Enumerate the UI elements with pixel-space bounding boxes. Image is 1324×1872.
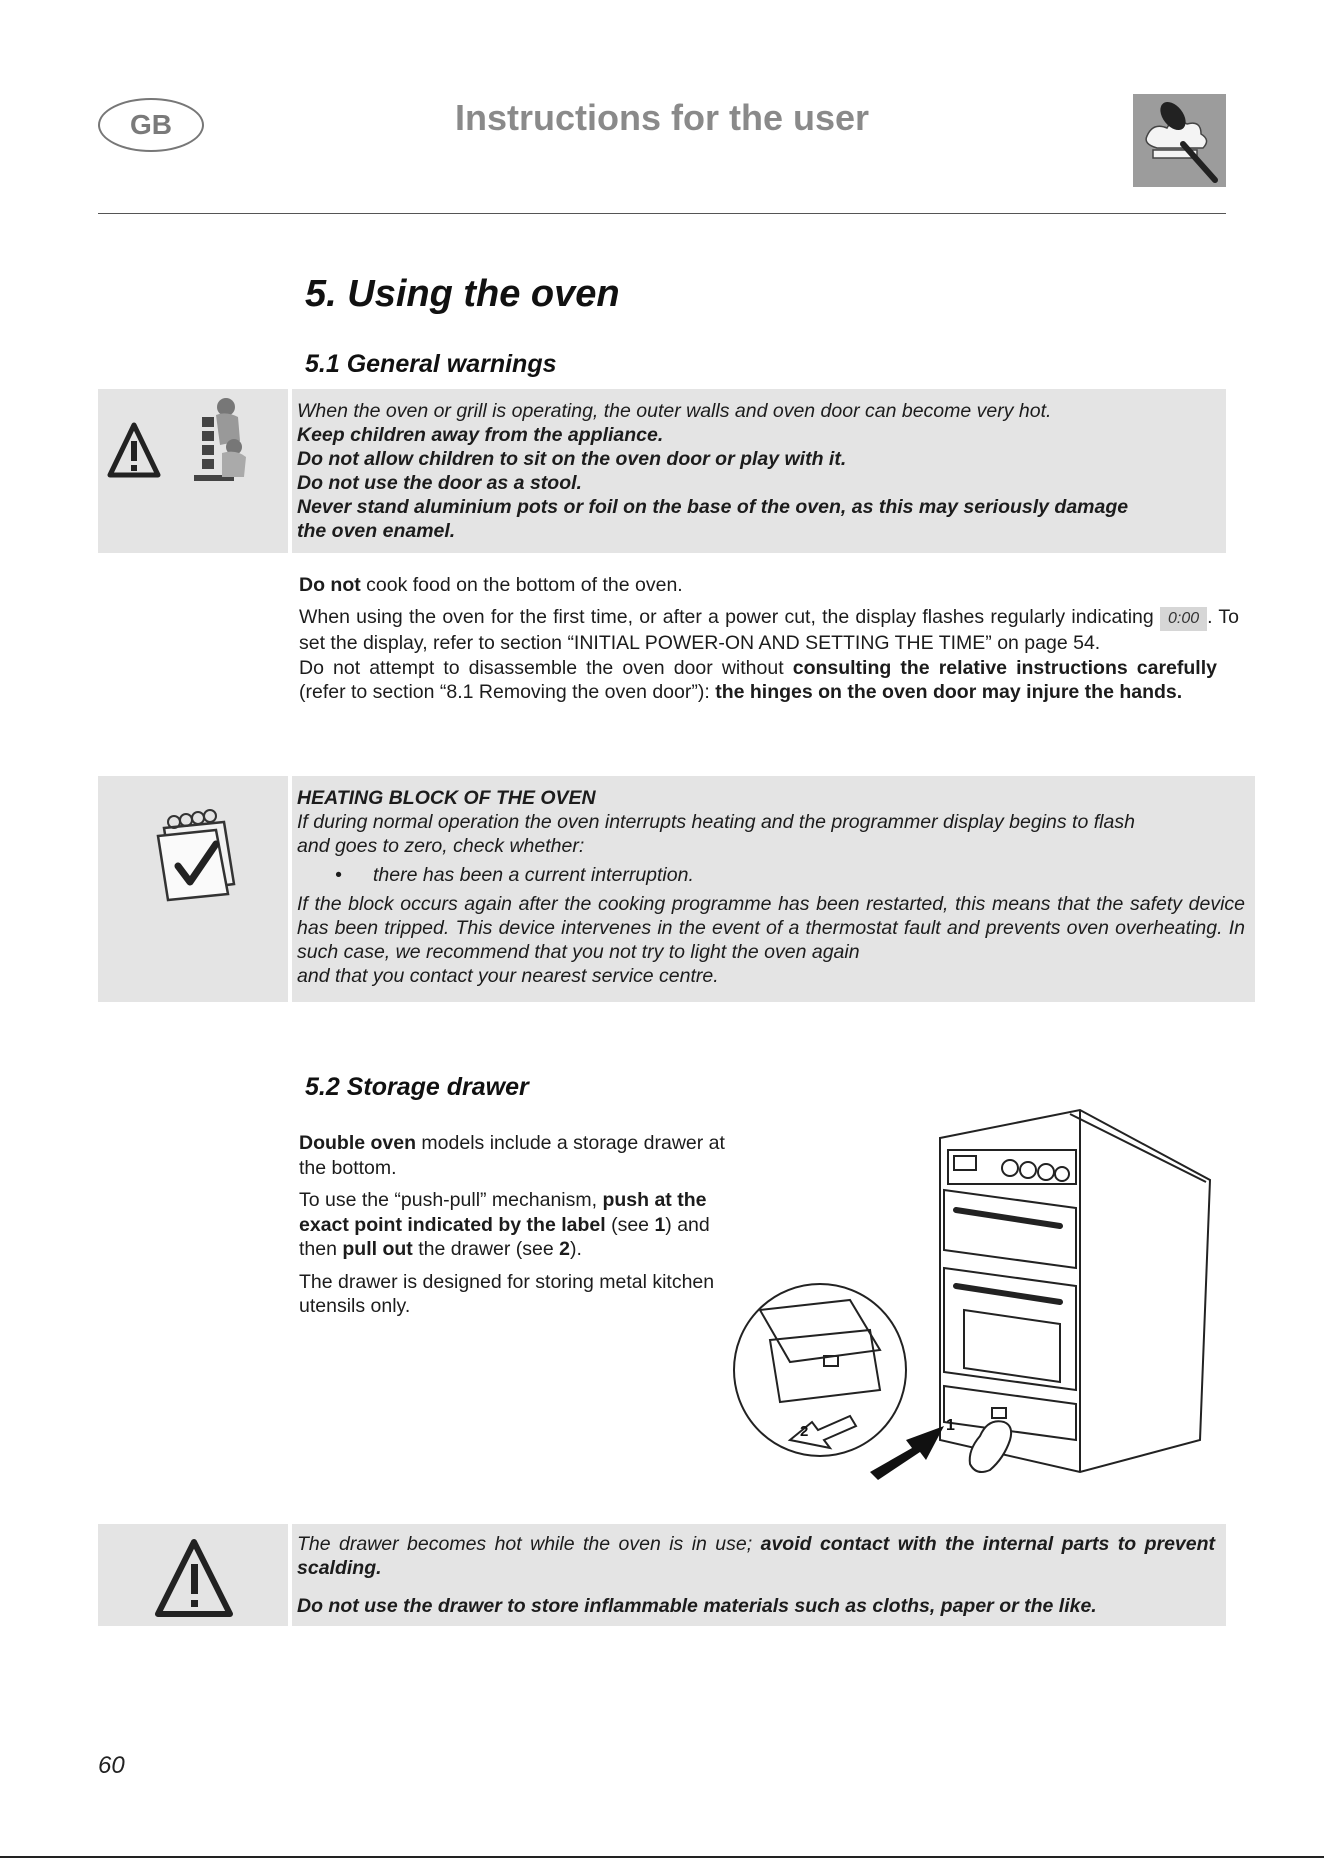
warning-icon-cell [98,389,288,553]
double-oven-drawing [730,1100,1220,1510]
chef-logo [1133,94,1226,187]
storage-p2-d: the drawer (see [412,1238,560,1260]
display-000-glyph: 0:00 [1160,607,1207,632]
storage-para-1-rest: models include a storage drawer at the bottom. [299,1132,725,1179]
bullet-dot: • [335,864,342,886]
drawer-warning-panel [98,1524,1226,1626]
storage-bold-double-oven: Double oven [299,1132,417,1154]
drawer-warning-text [292,1524,1226,1626]
general-warnings-body [299,573,1239,705]
chef-hat-spoon-icon [1133,94,1226,187]
storage-p2-b: (see [605,1213,655,1236]
warning-line-foil: Never stand aluminium pots or foil on the base of the oven, as this may seriously damage [297,496,1129,518]
page-number: 60 [98,1752,125,1779]
storage-para-2 [299,1188,749,1262]
oven-drawer-illustration [730,1100,1220,1510]
cook-bottom-bold: Do not [299,574,361,596]
first-use-paragraph [299,605,1239,656]
drawer-hot-text: The drawer becomes hot while the oven is in use; [297,1533,761,1555]
drawer-inflammable-line: Do not use the drawer to store inflammable materials such as cloths, paper or the like. [297,1595,1097,1617]
drawer-hot-bold: avoid contact with the internal parts to prevent scalding. [297,1533,1216,1579]
storage-p2-bold-pull: pull out [342,1238,413,1260]
warning-line-door-play: Do not allow children to sit on the oven door or play with it. [297,448,847,470]
drawer-warning-icon-cell [98,1524,288,1626]
header-title: Instructions for the user [455,97,870,138]
heating-last-line: and that you contact your nearest service centre. [297,965,719,987]
section-title: 5. Using the oven [305,273,620,315]
warning-line-children: Keep children away from the appliance. [297,424,664,446]
warning-line-enamel: the oven enamel. [297,520,456,542]
warning-triangle-icon [98,1524,288,1626]
heating-bullet-text: there has been a current interruption. [373,864,694,886]
door-bold-hinges: the hinges on the oven door may injure the hands. [715,681,1183,703]
general-warnings-panel [98,389,1226,553]
language-badge: GB [98,98,204,152]
cook-bottom-paragraph [299,573,1239,598]
heating-line-2: and goes to zero, check whether: [297,835,585,857]
figure-label-2: 2 [800,1423,809,1440]
storage-p2-num-2: 2 [559,1238,570,1260]
storage-drawer-heading: 5.2 Storage drawer [305,1073,529,1101]
door-disassembly-paragraph [299,656,1217,705]
door-bold-consult: consulting the relative instructions carefully [792,656,1217,679]
heating-line-1: If during normal operation the oven interrupts heating and the programmer display begins to flash [297,811,1135,833]
storage-p2-num-1: 1 [654,1213,666,1236]
drawer-hot-line [297,1532,1215,1580]
warning-children-icon [98,389,288,553]
heating-bullet [297,863,1245,887]
door-text-b: (refer to section “8.1 Removing the oven door”): [299,681,716,703]
cook-bottom-text: cook food on the bottom of the oven. [360,574,683,596]
storage-p2-a: To use the “push-pull” mechanism, [299,1189,603,1211]
heating-block-title: HEATING BLOCK OF THE OVEN [297,787,596,809]
heating-block-panel [98,776,1245,1002]
storage-para-1 [299,1131,749,1180]
general-warnings-heading: 5.1 General warnings [305,350,557,378]
storage-drawer-text [299,1131,749,1319]
heating-paragraph: If the block occurs again after the cooking programme has been restarted, this means that the safety device has been tripped. This device intervenes in the event of a thermostat fault and prevents oven overheating. In such case, we recommend that you not try to light the oven again [297,893,1245,963]
figure-label-1: 1 [946,1417,955,1434]
first-use-text-a: When using the oven for the first time, or after a power cut, the display flashes regularly indicating [299,605,1154,628]
storage-p2-c: ) and then [299,1213,710,1260]
header-divider [98,213,1226,214]
notepad-check-icon [98,776,288,1002]
general-warnings-text [292,389,1226,553]
door-text-a: Do not attempt to disassemble the oven door without [299,656,793,679]
warning-line-stool: Do not use the door as a stool. [297,472,582,494]
note-icon-cell [98,776,288,1002]
heating-block-text [292,776,1255,1002]
storage-p2-e: ). [569,1238,582,1260]
warning-line-hot-walls: When the oven or grill is operating, the outer walls and oven door can become very hot. [297,400,1052,422]
storage-p2-bold-push: push at the exact point indicated by the label [299,1189,707,1236]
first-use-text-b: . To set the display, refer to section “INITIAL POWER-ON AND SETTING THE TIME” on page 54. [299,605,1240,654]
storage-para-3: The drawer is designed for storing metal kitchen utensils only. [299,1270,715,1317]
bottom-edge [0,1856,1324,1858]
